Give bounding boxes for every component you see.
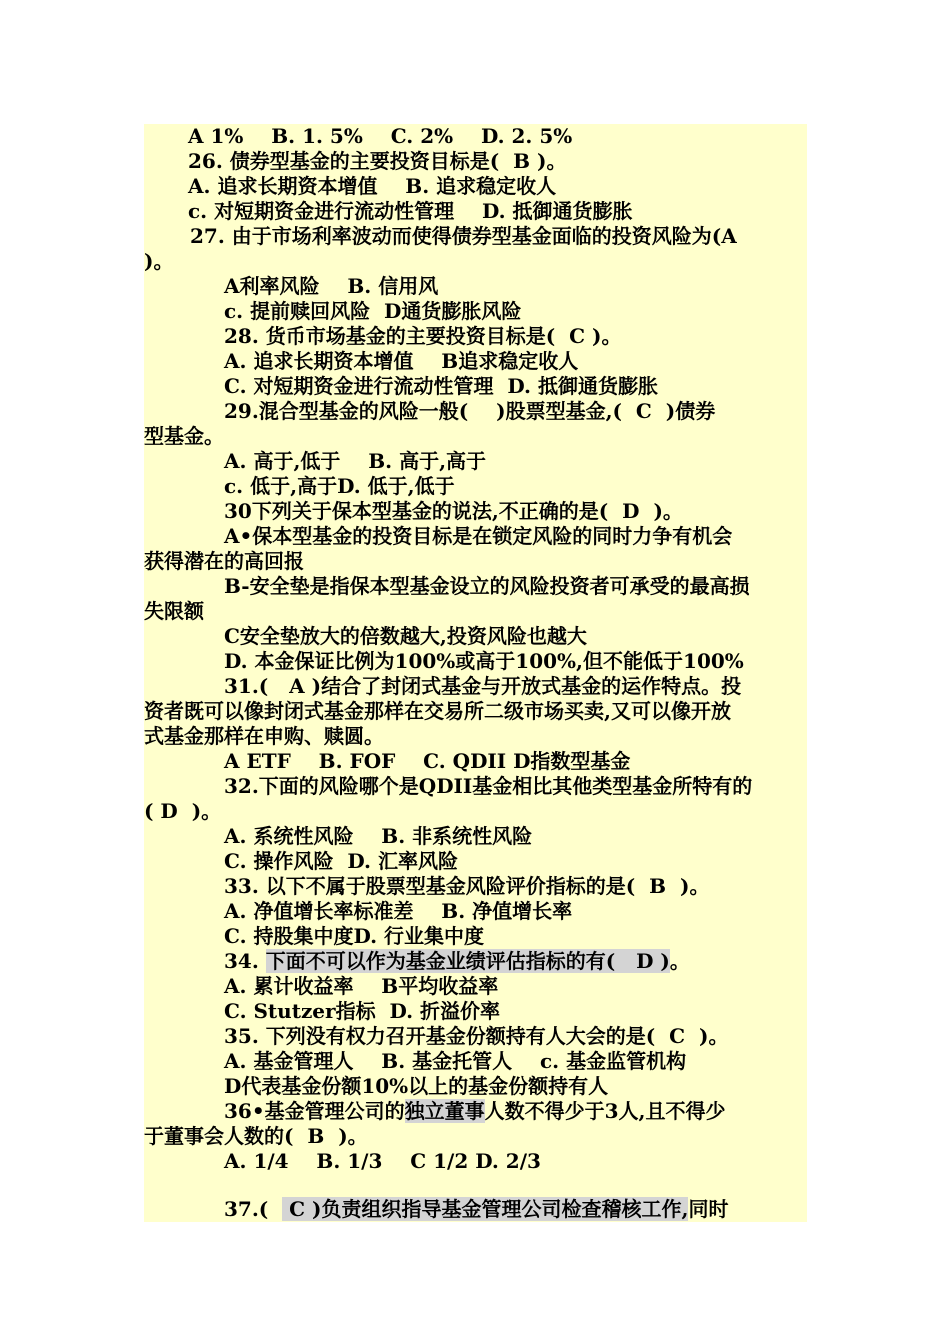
question-number: 34. xyxy=(224,949,266,973)
text-line: 资者既可以像封闭式基金那样在交易所二级市场买卖,又可以像开放 xyxy=(144,699,731,723)
text-line: A利率风险 B. 信用风 xyxy=(224,274,439,298)
text-line: C安全垫放大的倍数越大,投资风险也越大 xyxy=(224,624,587,648)
question-35: 35. 下列没有权力召开基金份额持有人大会的是( C )。 xyxy=(224,1024,729,1048)
text-line: c. 低于,高于D. 低于,低于 xyxy=(224,474,455,498)
text-line: C. 操作风险 D. 汇率风险 xyxy=(224,849,458,873)
text-line: A•保本型基金的投资目标是在锁定风险的同时力争有机会 xyxy=(224,524,733,548)
text-line: D代表基金份额10%以上的基金份额持有人 xyxy=(224,1074,609,1098)
text-segment: 同时 xyxy=(688,1197,729,1221)
text-line: ( D )。 xyxy=(144,799,222,823)
text-segment: 人数不得少于3人,且不得少 xyxy=(484,1099,726,1123)
text-line: C. 持股集中度D. 行业集中度 xyxy=(224,924,485,948)
question-30: 30下列关于保本型基金的说法,不正确的是( D )。 xyxy=(224,499,683,523)
question-32: 32.下面的风险哪个是QDII基金相比其他类型基金所特有的 xyxy=(224,774,753,798)
text-line: )。 xyxy=(144,249,174,273)
question-34 xyxy=(224,949,690,974)
text-line: 获得潜在的高回报 xyxy=(144,549,304,573)
text-line: A ETF B. FOF C. QDII D指数型基金 xyxy=(224,749,631,773)
text-line: A. 累计收益率 B平均收益率 xyxy=(224,974,499,998)
text-line: C. Stutzer指标 D. 折溢价率 xyxy=(224,999,501,1023)
text-line: D. 本金保证比例为100%或高于100%,但不能低于100% xyxy=(224,649,744,673)
highlighted-text: 下面不可以作为基金业绩评估指标的有( D ) xyxy=(265,949,670,973)
question-33: 33. 以下不属于股票型基金风险评价指标的是( B )。 xyxy=(224,874,710,898)
highlighted-text: 独立董事 xyxy=(404,1099,485,1123)
text-line: 型基金。 xyxy=(144,424,224,448)
text-line: A. 高于,低于 B. 高于,高于 xyxy=(224,449,487,473)
document-page xyxy=(144,124,807,1222)
text-segment: 36•基金管理公司的 xyxy=(224,1099,405,1123)
text-line: B-安全垫是指保本型基金设立的风险投资者可承受的最高损 xyxy=(224,574,750,598)
text-segment: 37.( xyxy=(224,1197,283,1221)
text-line: 于董事会人数的( B )。 xyxy=(144,1124,368,1148)
text-line: A. 基金管理人 B. 基金托管人 c. 基金监管机构 xyxy=(224,1049,687,1073)
question-26: 26. 债券型基金的主要投资目标是( B )。 xyxy=(188,149,567,173)
text-line: C. 对短期资金进行流动性管理 D. 抵御通货膨胀 xyxy=(224,374,658,398)
text-line: A. 净值增长率标准差 B. 净值增长率 xyxy=(224,899,573,923)
question-31: 31.( A )结合了封闭式基金与开放式基金的运作特点。投 xyxy=(224,674,742,698)
question-28: 28. 货币市场基金的主要投资目标是( C )。 xyxy=(224,324,622,348)
text-segment: 。 xyxy=(669,949,690,973)
text-line: 失限额 xyxy=(144,599,204,623)
text-line: A. 1/4 B. 1/3 C 1/2 D. 2/3 xyxy=(224,1149,541,1173)
text-line: 式基金那样在申购、赎圆。 xyxy=(144,724,384,748)
question-29: 29.混合型基金的风险一般( )股票型基金,( C )债券 xyxy=(224,399,716,423)
question-27: 27. 由于市场利率波动而使得债券型基金面临的投资风险为(A xyxy=(190,224,737,248)
question-37 xyxy=(224,1197,728,1222)
text-line: A. 追求长期资本增值 B. 追求稳定收人 xyxy=(188,174,557,198)
text-line: c. 提前赎回风险 D通货膨胀风险 xyxy=(224,299,522,323)
question-36 xyxy=(224,1099,726,1124)
highlighted-text: C )负责组织指导基金管理公司检查稽核工作, xyxy=(282,1197,689,1221)
text-line: A 1% B. 1. 5% C. 2% D. 2. 5% xyxy=(188,124,573,148)
text-line: A. 系统性风险 B. 非系统性风险 xyxy=(224,824,533,848)
text-line: A. 追求长期资本增值 B追求稳定收人 xyxy=(224,349,579,373)
text-line: c. 对短期资金进行流动性管理 D. 抵御通货膨胀 xyxy=(188,199,633,223)
